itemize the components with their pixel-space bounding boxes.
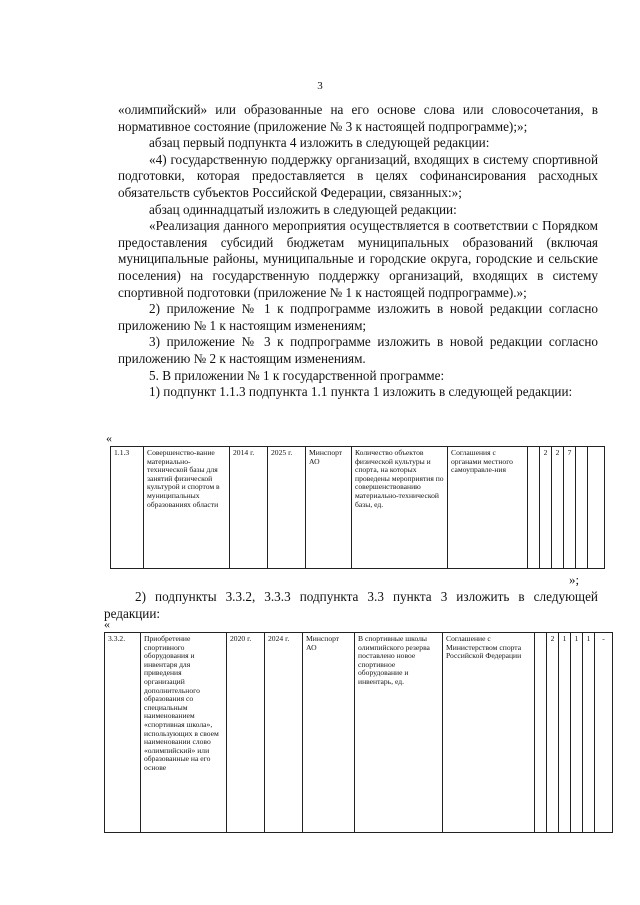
value-cell: 2: [540, 447, 552, 569]
value-cell: 2: [552, 447, 564, 569]
start-year: 2014 г.: [230, 447, 268, 569]
paragraph: 2) приложение № 1 к подпрограмме изложить в новой редакции согласно приложению № 1 к настоящим изменениям;: [118, 301, 598, 333]
value-cell: 1: [559, 633, 571, 833]
indicator: В спортивные школы олимпийского резерва поставлено новое спортивное оборудование и инвентарь, ед.: [355, 633, 443, 833]
basis: Соглашения с органами местного самоуправле-ния: [448, 447, 528, 569]
executor: Минспорт АО: [303, 633, 355, 833]
paragraph: «4) государственную поддержку организаций, входящих в систему спортивной подготовки, которая предоставляется в целях софинансирования расходных обязательств субъектов Российской Федерации, связанных:»;: [118, 151, 598, 200]
paragraph: «Реализация данного мероприятия осуществляется в соответствии с Порядком предоставления субсидий бюджетам муниципальных образований (включая муниципальные районы, муниципальные и городские округа, городские и сельские поселения) на государственную поддержку организаций, входящих в систему спортивной подготовки (приложение № 1 к настоящей подпрограмме).»;: [118, 218, 598, 300]
paragraph: «олимпийский» или образованные на его основе слова или словосочетания, в нормативное состояние (приложение № 3 к настоящей подпрограмме);»;: [118, 102, 598, 134]
amendment-table-1: [110, 446, 605, 569]
value-cell: [588, 447, 605, 569]
value-cell: 1: [571, 633, 583, 833]
opening-quote-mark: «: [104, 617, 110, 631]
executor: Минспорт АО: [306, 447, 352, 569]
value-cell: [535, 633, 547, 833]
amendment-table-2: [104, 632, 613, 833]
row-number: 1.1.3: [111, 447, 144, 569]
page-number: 3: [317, 80, 323, 92]
paragraph: абзац первый подпункта 4 изложить в следующей редакции:: [149, 135, 490, 151]
closing-quote-mark: »;: [569, 572, 580, 587]
body-text-2: [104, 589, 598, 622]
value-cell: 1: [583, 633, 595, 833]
basis: Соглашение с Министерством спорта Российской Федерации: [443, 633, 535, 833]
value-cell: 7: [564, 447, 576, 569]
paragraph: абзац одиннадцатый изложить в следующей редакции:: [149, 201, 457, 217]
paragraph: 2) подпункты 3.3.2, 3.3.3 подпункта 3.3 пункта 3 изложить в следующей редакции:: [104, 589, 598, 621]
value-cell: [576, 447, 588, 569]
paragraph: 5. В приложении № 1 к государственной программе:: [149, 367, 445, 383]
indicator: Количество объектов физической культуры и спорта, на которых проведены мероприятия по совершенствованию материально-технической базы, ед.: [352, 447, 448, 569]
row-number: 3.3.2.: [105, 633, 141, 833]
paragraph: 3) приложение № 3 к подпрограмме изложить в новой редакции согласно приложению № 2 к настоящим изменениям.: [118, 334, 598, 366]
value-cell: -: [595, 633, 613, 833]
paragraph: 1) подпункт 1.1.3 подпункта 1.1 пункта 1 изложить в следующей редакции:: [149, 384, 573, 400]
start-year: 2020 г.: [227, 633, 265, 833]
end-year: 2024 г.: [265, 633, 303, 833]
body-text: [118, 102, 598, 401]
measure-name: Приобретение спортивного оборудования и инвентаря для приведения организаций дополнительного образования со специальным наименованием «спортивная школа», использующих в своем наименовании слово «олимпийский» или образованные на его основе: [141, 633, 227, 833]
value-cell: 2: [547, 633, 559, 833]
measure-name: Совершенство-вание материально-технической базы для занятий физической культурой и спортом в муниципальных образованиях области: [144, 447, 230, 569]
value-cell: [528, 447, 540, 569]
end-year: 2025 г.: [268, 447, 306, 569]
opening-quote-mark: «: [106, 431, 112, 445]
